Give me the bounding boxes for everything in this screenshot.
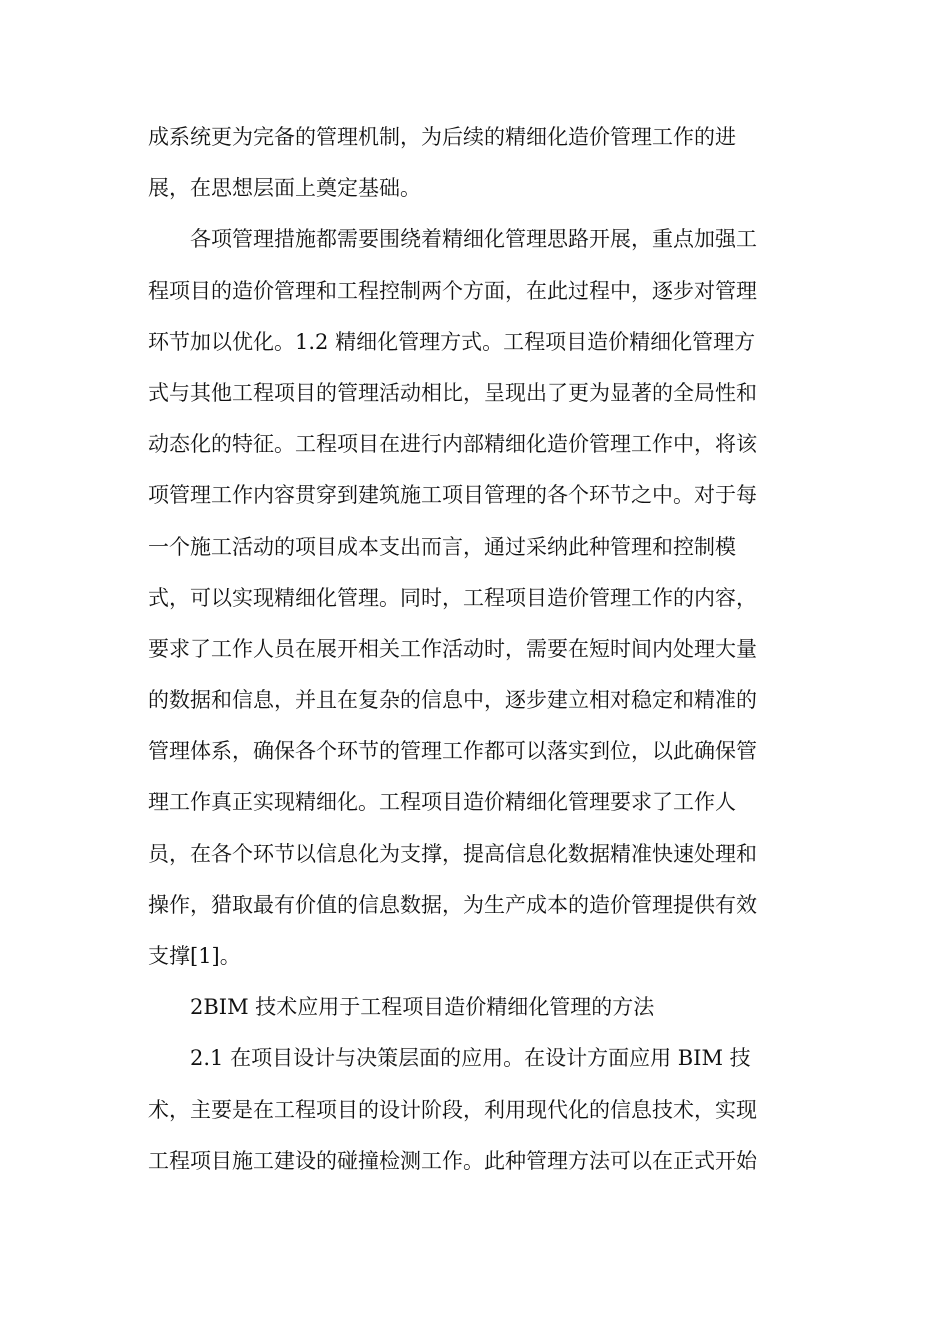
document-body [148, 112, 800, 1187]
text-line: 要求了工作人员在展开相关工作活动时，需要在短时间内处理大量 [148, 636, 757, 661]
text-line: 操作，猎取最有价值的信息数据，为生产成本的造价管理提供有效 [148, 892, 757, 917]
text-line: 的数据和信息，并且在复杂的信息中，逐步建立相对稳定和精准的 [148, 688, 757, 713]
paragraph-start-line: 2.1 在项目设计与决策层面的应用。在设计方面应用 BIM 技 [190, 1046, 751, 1071]
text-line: 管理体系，确保各个环节的管理工作都可以落实到位，以此确保管 [148, 739, 757, 764]
text-line: 支撑[1]。 [148, 944, 241, 968]
text-line: 项管理工作内容贯穿到建筑施工项目管理的各个环节之中。对于每 [148, 483, 757, 508]
text-line: 员，在各个环节以信息化为支撑，提高信息化数据精准快速处理和 [148, 841, 757, 866]
text-line: 成系统更为完备的管理机制，为后续的精细化造价管理工作的进 [148, 125, 736, 149]
text-line: 式与其他工程项目的管理活动相比，呈现出了更为显著的全局性和 [148, 380, 757, 405]
text-line: 式，可以实现精细化管理。同时，工程项目造价管理工作的内容， [148, 585, 757, 610]
text-line: 理工作真正实现精细化。工程项目造价精细化管理要求了工作人 [148, 790, 736, 815]
text-line: 程项目的造价管理和工程控制两个方面，在此过程中，逐步对管理 [148, 278, 757, 303]
paragraph-start-line: 各项管理措施都需要围绕着精细化管理思路开展，重点加强工 [190, 227, 757, 252]
text-line: 动态化的特征。工程项目在进行内部精细化造价管理工作中，将该 [148, 432, 757, 457]
text-line: 术，主要是在工程项目的设计阶段，利用现代化的信息技术，实现 [148, 1097, 757, 1122]
text-line: 展，在思想层面上奠定基础。 [148, 176, 421, 201]
text-line: 一个施工活动的项目成本支出而言，通过采纳此种管理和控制模 [148, 534, 736, 559]
text-line: 环节加以优化。1.2 精细化管理方式。工程项目造价精细化管理方 [148, 329, 756, 354]
section-heading: 2BIM 技术应用于工程项目造价精细化管理的方法 [190, 995, 655, 1020]
text-line: 工程项目施工建设的碰撞检测工作。此种管理方法可以在正式开始 [148, 1148, 757, 1173]
